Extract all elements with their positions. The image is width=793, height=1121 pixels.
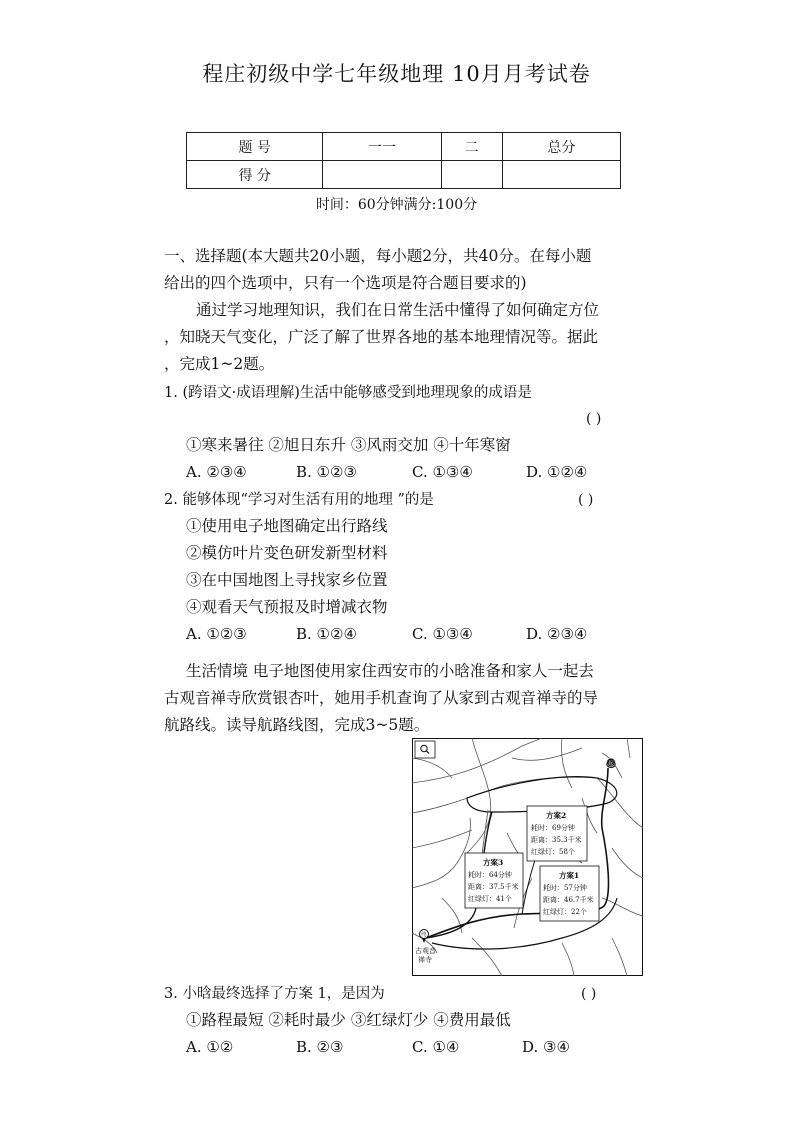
q2-option-d[interactable]: D. ②③④ (526, 625, 588, 643)
score-table-header-cell: 一一 (323, 133, 441, 161)
q1-options (186, 459, 587, 486)
plan3-time: 耗时：64分钟 (468, 871, 512, 879)
q2-answer-paren[interactable]: ( ) (578, 492, 594, 508)
q2-options (186, 621, 587, 648)
dest-label-line2: 禅寺 (418, 956, 432, 964)
plan3-lights: 红绿灯：41个 (468, 895, 512, 903)
q1-option-a[interactable]: A. ②③④ (186, 463, 247, 481)
section-heading-line2: 给出的四个选项中，只有一个选项是符合题目要求的) (164, 274, 527, 292)
score-row-label: 得 分 (187, 161, 323, 189)
score-cell[interactable] (323, 161, 441, 189)
plan2-title: 方案2 (546, 811, 567, 820)
plan2-lights: 红绿灯：58个 (531, 848, 575, 856)
q3-stem: 3. 小晗最终选择了方案 1，是因为 (164, 986, 385, 1002)
q1-items: ①寒来暑往 ②旭日东升 ③风雨交加 ④十年寒窗 (186, 436, 511, 454)
q1-option-b[interactable]: B. ①②③ (296, 463, 357, 481)
q2-option-b[interactable]: B. ①②④ (296, 625, 357, 643)
q2-item: ①使用电子地图确定出行路线 (186, 517, 388, 535)
q1-option-c[interactable]: C. ①③④ (412, 463, 473, 481)
q2-option-a[interactable]: A. ①②③ (186, 625, 247, 643)
score-table-header-cell: 总分 (502, 133, 620, 161)
q2-stem: 2. 能够体现“学习对生活有用的地理 ”的是 (164, 492, 434, 508)
score-table-header-cell: 题 号 (187, 133, 323, 161)
context2-line1: 生活情境 电子地图使用家住西安市的小晗准备和家人一起去 (186, 662, 594, 680)
plan3-callout[interactable] (465, 853, 523, 908)
score-table (186, 132, 621, 189)
time-info: 时间：60分钟满分:100分 (315, 197, 478, 213)
q3-option-b[interactable]: B. ②③ (296, 1038, 344, 1056)
q2-item: ④观看天气预报及时增减衣物 (186, 598, 388, 616)
context2-line3: 航路线。读导航路线图，完成3~5题。 (164, 716, 430, 734)
plan2-callout[interactable] (527, 806, 587, 861)
plan1-title: 方案1 (559, 871, 580, 880)
plan1-lights: 红绿灯：22个 (543, 908, 587, 916)
q3-option-d[interactable]: D. ③④ (522, 1038, 570, 1056)
q3-option-a[interactable]: A. ①② (186, 1038, 234, 1056)
section-heading-line1: 一、选择题(本大题共20小题，每小题2分，共40分。在每小题 (164, 247, 592, 265)
context2-line2: 古观音禅寺欣赏银杏叶，她用手机查询了从家到古观音禅寺的导 (164, 689, 599, 707)
score-cell[interactable] (502, 161, 620, 189)
q2-item: ②模仿叶片变色研发新型材料 (186, 544, 388, 562)
intro-line3: ，完成1~2题。 (164, 355, 275, 373)
plan1-distance: 距离：46.7千米 (543, 896, 594, 904)
page-title: 程庄初级中学七年级地理 10月月考试卷 (202, 62, 591, 86)
q3-option-c[interactable]: C. ①④ (412, 1038, 460, 1056)
q1-answer-paren[interactable]: ( ) (586, 411, 602, 427)
start-marker-icon[interactable] (606, 758, 616, 768)
q3-answer-paren[interactable]: ( ) (581, 986, 597, 1002)
plan2-distance: 距离：35.3千米 (531, 836, 582, 844)
score-table-header-row (187, 133, 621, 161)
q2-item: ③在中国地图上寻找家乡位置 (186, 571, 388, 589)
plan1-callout[interactable] (540, 866, 599, 921)
score-table-score-row (187, 161, 621, 189)
q3-options (186, 1034, 570, 1061)
plan3-distance: 距离：37.5千米 (468, 883, 519, 891)
q3-items: ①路程最短 ②耗时最少 ③红绿灯少 ④费用最低 (186, 1011, 511, 1029)
score-cell[interactable] (441, 161, 502, 189)
plan1-time: 耗时：57分钟 (543, 884, 587, 892)
intro-line1: 通过学习地理知识，我们在日常生活中懂得了如何确定方位 (196, 301, 600, 319)
navigation-map (412, 738, 643, 976)
q1-option-d[interactable]: D. ①②④ (526, 463, 588, 481)
intro-line2: ，知晓天气变化，广泛了解了世界各地的基本地理情况等。据此 (164, 328, 599, 346)
plan2-time: 耗时：69分钟 (531, 824, 575, 832)
plan3-title: 方案3 (483, 858, 504, 867)
map-search-box[interactable] (415, 741, 435, 758)
dest-label-line1: 古观音 (415, 947, 436, 955)
start-marker-label: 起 (608, 761, 614, 767)
q1-stem: 1. (跨语文·成语理解)生活中能够感受到地理现象的成语是 (164, 385, 532, 401)
end-marker-label: 终 (421, 932, 427, 939)
q2-option-c[interactable]: C. ①③④ (412, 625, 473, 643)
score-table-header-cell: 二 (441, 133, 502, 161)
